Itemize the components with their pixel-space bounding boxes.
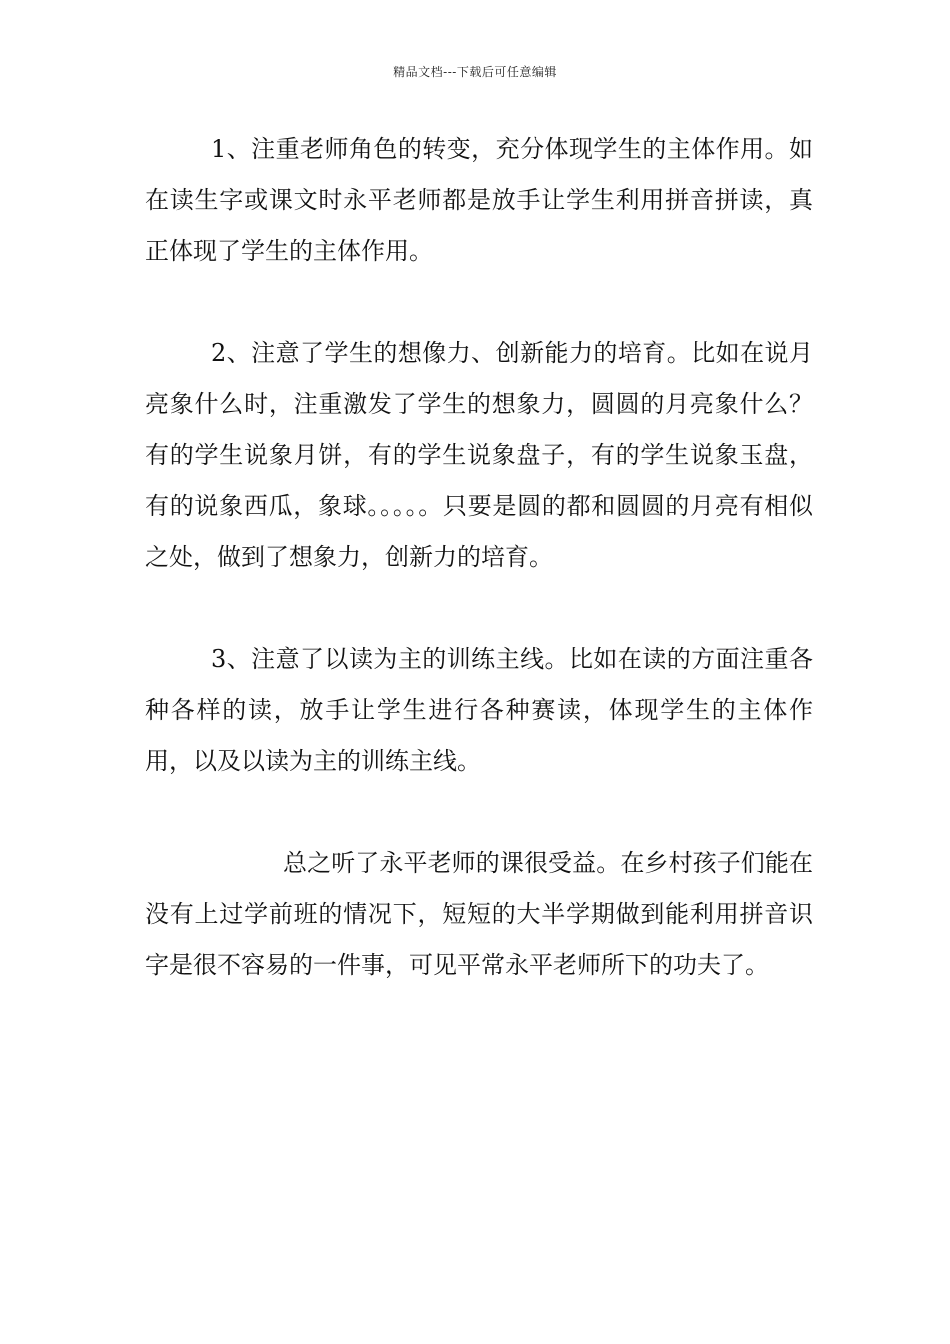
page-header: 精品文档---下载后可任意编辑 <box>393 65 557 79</box>
paragraph-1: 1、注重老师角色的转变，充分体现学生的主体作用。如在读生字或课文时永平老师都是放手让学生利用拼音拼读，真正体现了学生的主体作用。 <box>145 135 813 265</box>
paragraph-conclusion: 总之听了永平老师的课很受益。在乡村孩子们能在没有上过学前班的情况下，短短的大半学期做到能利用拼音识字是很不容易的一件事，可见平常永平老师所下的功夫了。 <box>145 849 813 979</box>
paragraph-3: 3、注意了以读为主的训练主线。比如在读的方面注重各种各样的读，放手让学生进行各种赛读，体现学生的主体作用，以及以读为主的训练主线。 <box>145 645 813 775</box>
document-body <box>145 124 813 991</box>
paragraph-2: 2、注意了学生的想像力、创新能力的培育。比如在说月亮象什么时，注重激发了学生的想象力，圆圆的月亮象什么？有的学生说象月饼，有的学生说象盘子，有的学生说象玉盘，有的说象西瓜，象球。。。。。只要是圆的都和圆圆的月亮有相似之处，做到了想象力，创新力的培育。 <box>145 339 813 571</box>
